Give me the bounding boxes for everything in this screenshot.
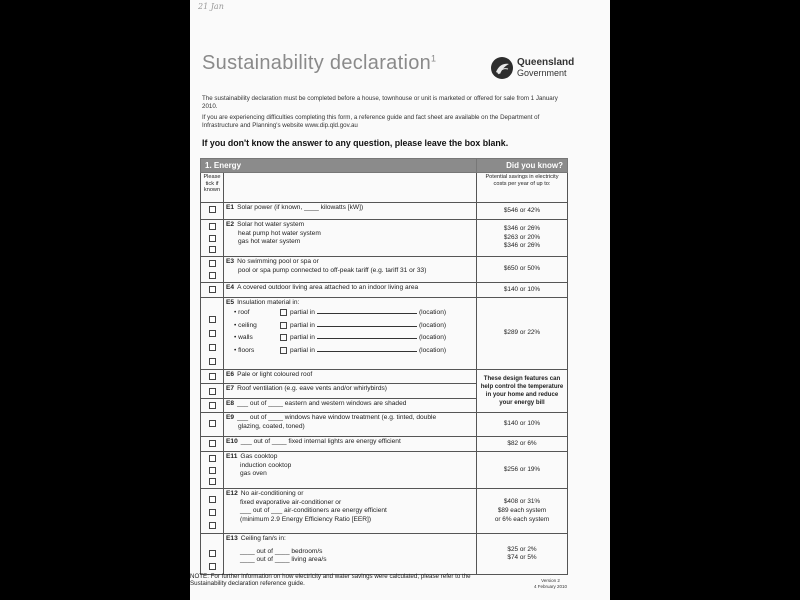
version-date: 4 February 2010 [534,583,568,589]
location-field[interactable] [317,313,417,314]
e12-no-ac-checkbox[interactable] [209,496,216,503]
row-text: No swimming pool or spa or [237,258,319,266]
insulation-item: walls [238,334,253,342]
queensland-government-logo [490,56,574,80]
version-number: Version 2 [541,578,560,583]
row-text: Solar hot water system [237,221,305,228]
logo-line2: Government [517,68,567,78]
row-text: ___ out of ____ eastern and western windows are shaded [237,399,407,407]
document-page [190,0,610,600]
location-label: (location) [418,346,447,354]
title-mark: 1 [431,53,437,64]
e2-heat-pump-checkbox[interactable] [209,235,216,242]
handwritten-note: 21 Jan [198,2,224,11]
row-text: gas hot water system [238,238,301,246]
e10-checkbox[interactable] [209,440,216,447]
partial-label: partial in [290,334,315,342]
location-field[interactable] [317,326,417,327]
row-savings: $89 each system [497,506,547,514]
row-savings: $25 or 2% [507,545,537,553]
e12-evaporative-checkbox[interactable] [209,509,216,516]
e5-roof-checkbox[interactable] [209,316,216,323]
row-savings: $140 or 10% [477,282,568,297]
partial-label: partial in [290,321,315,329]
row-savings: or 6% each system [494,515,550,523]
intro-paragraph-1: The sustainability declaration must be completed before a house, townhouse or unit is marketed or offered for sale from 1 January 2010. [202,95,558,110]
row-code: E4 [226,283,235,291]
table-row-e9 [201,413,568,437]
row-savings: $346 or 26% [503,242,541,250]
e3-no-pool-checkbox[interactable] [209,260,216,267]
e5-ceiling-checkbox[interactable] [209,330,216,337]
energy-table [200,158,568,575]
row-text: ___ out of ___ air-conditioners are energy efficient [240,507,387,515]
row-text: ___ out of ____ fixed internal lights are energy efficient [240,438,401,446]
partial-checkbox[interactable] [280,309,287,316]
table-row-e11 [201,452,568,489]
row-code: E7 [226,385,235,393]
insulation-item: roof [238,309,250,317]
question-column-header [224,173,477,203]
table-row-e1 [201,203,568,220]
tick-column-header: Please tick if known [201,173,224,203]
intro-text [202,95,562,133]
row-code: E8 [226,399,235,407]
row-code: E2 [226,221,235,228]
e1-checkbox[interactable] [209,206,216,213]
row-code: E3 [226,258,235,266]
row-savings: $263 or 20% [503,233,541,241]
row-savings: $140 or 10% [477,413,568,437]
e11-induction-checkbox[interactable] [209,467,216,474]
e2-solar-checkbox[interactable] [209,223,216,230]
partial-label: partial in [290,309,315,317]
page-title [202,52,436,75]
e4-checkbox[interactable] [209,286,216,293]
row-savings: $82 or 6% [477,437,568,452]
row-text: Insulation material in: [237,298,300,306]
row-text: (minimum 2.9 Energy Efficiency Ratio [EER]) [240,516,372,524]
partial-checkbox[interactable] [280,334,287,341]
row-savings: $650 or 50% [477,257,568,283]
queensland-government-emblem-icon [490,56,514,80]
partial-label: partial in [290,346,315,354]
design-features-note: These design features can help control the temperature in your home and reduce your energy bill [477,370,568,413]
partial-checkbox[interactable] [280,347,287,354]
partial-checkbox[interactable] [280,322,287,329]
row-text: Gas cooktop [240,453,278,461]
row-text: fixed evaporative air-conditioner or [240,498,342,506]
row-savings: $74 or 5% [507,554,537,562]
intro-paragraph-2: If you are experiencing difficulties completing this form, a reference guide and fact sheet are available on the Department of Infrastructure and Planning's website www.dip.qld.gov.au [202,114,540,129]
table-row-e6 [201,370,568,384]
table-row-e5: E5 Insulation material in: • roof partial in (location) • ceiling partial in (location) • walls partial in (location) • floors partial in (location) $289 or 22% [201,297,568,369]
title-text: Sustainability declaration [202,52,432,74]
e13-living-checkbox[interactable] [209,563,216,570]
row-text: glazing, coated, toned) [238,422,305,430]
row-text: Ceiling fan/s in: [240,535,286,543]
column-header-row [201,173,568,203]
table-row-e13 [201,534,568,575]
row-text: No air-conditioning or [240,490,304,498]
savings-column-header: Potential savings in electricity costs per year of up to: [477,173,568,203]
row-code: E9 [226,414,235,422]
row-text: ___ out of ____ windows have window treatment (e.g. tinted, double [237,414,437,422]
row-savings: $546 or 42% [477,203,568,220]
table-row-e12 [201,489,568,534]
row-text: ____ out of ____ living area/s [240,556,327,564]
row-text: gas oven [240,470,267,478]
location-label: (location) [418,321,447,329]
logo-text [517,58,574,78]
e5-floors-checkbox[interactable] [209,358,216,365]
e7-checkbox[interactable] [209,388,216,395]
location-label: (location) [418,334,447,342]
instruction-heading: If you don't know the answer to any question, please leave the box blank. [202,138,509,148]
row-text: Solar power (if known, ____ kilowatts [kW]) [237,204,364,211]
row-code: E5 [226,298,235,306]
e12-efficient-checkbox[interactable] [209,522,216,529]
row-code: E12 [226,490,238,498]
row-code: E10 [226,438,238,446]
row-text: A covered outdoor living area attached to an indoor living area [237,283,419,291]
row-savings: $346 or 26% [503,225,541,233]
e13-bedroom-checkbox[interactable] [209,550,216,557]
e3-off-peak-checkbox[interactable] [209,272,216,279]
row-savings: $408 or 31% [503,498,541,506]
row-code: E13 [226,535,238,543]
row-text: ____ out of ____ bedroom/s [240,547,323,555]
e11-gas-cooktop-checkbox[interactable] [209,455,216,462]
row-text: Pale or light coloured roof [237,371,313,378]
row-text: pool or spa pump connected to off-peak tariff (e.g. tariff 31 or 33) [238,266,427,274]
row-code: E11 [226,453,238,461]
e2-gas-checkbox[interactable] [209,246,216,253]
row-text: Roof ventilation (e.g. eave vents and/or whirlybirds) [237,385,387,393]
row-code: E1 [226,204,235,211]
row-savings: $289 or 22% [477,297,568,369]
section-title: 1. Energy [201,159,477,173]
insulation-item: floors [238,346,255,354]
e6-checkbox[interactable] [209,373,216,380]
did-you-know-label: Did you know? [477,159,568,173]
location-field[interactable] [317,351,417,352]
table-row-e2 [201,220,568,257]
row-savings: $256 or 19% [477,452,568,489]
energy-section-header [201,159,568,173]
table-row-e3 [201,257,568,283]
row-text: heat pump hot water system [238,229,321,237]
location-field[interactable] [317,338,417,339]
row-text: induction cooktop [240,461,292,469]
e8-checkbox[interactable] [209,402,216,409]
logo-line1: Queensland [517,57,575,68]
footnote: NOTE: For further information on how electricity and water savings were calculated, please refer to the Sustainability declaration reference guide. [190,573,471,587]
version-label [534,578,567,589]
e5-walls-checkbox[interactable] [209,344,216,351]
insulation-item: ceiling [238,321,257,329]
e11-gas-oven-checkbox[interactable] [209,478,216,485]
location-label: (location) [418,309,447,317]
row-code: E6 [226,371,235,378]
table-row-e4 [201,282,568,297]
e9-checkbox[interactable] [209,420,216,427]
table-row-e10 [201,437,568,452]
